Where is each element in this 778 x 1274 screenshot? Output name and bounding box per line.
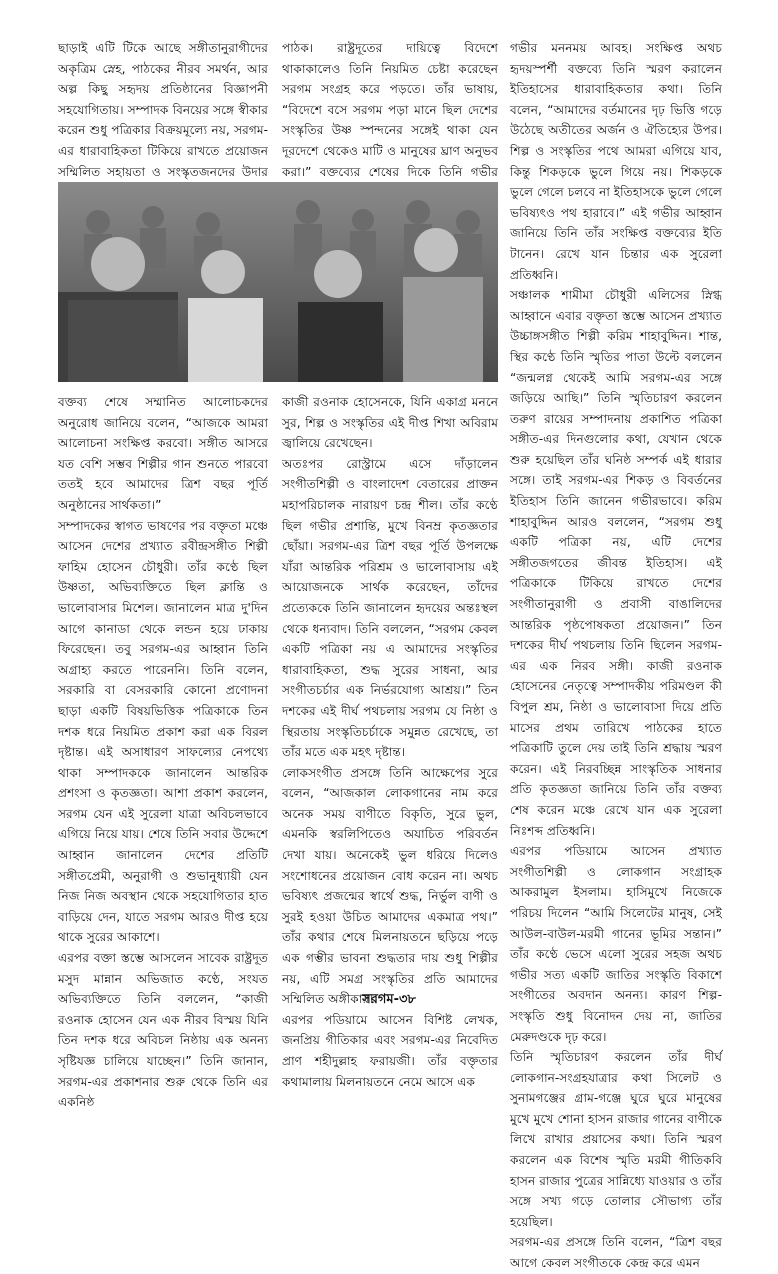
paragraph: সঞ্চালক শামীমা চৌধুরী এলিসের স্নিগ্ধ আহ্বানে এবার বক্তৃতা স্তম্ভে আসেন প্রখ্যাত উচ্চাঙ্গসঙ্গীত শিল্পী করিম শাহাবুদ্দিন। শান্ত, স্থির কণ্ঠে তিনি স্মৃতির পাতা উল্টে বললেন “জন্মলগ্ন থেকেই আমি সরগম-এর সঙ্গে জড়িয়ে আছি।” তিনি স্মৃতিচারণ করলেন তরুণ রায়ের সম্পাদনায় প্রকাশিত পত্রিকা সঙ্গীত-এর দিনগুলোর কথা, যেখান থেকে শুরু হয়েছিল তাঁর ঘনিষ্ঠ সম্পর্ক এই ধারার সঙ্গে। তাই সরগম-এর শিকড় ও বিবর্তনের ইতিহাস তিনি জানেন গভীরভাবে। করিম শাহাবুদ্দিন আরও বললেন, “সরগম শুধু একটি পত্রিকা নয়, এটি দেশের সঙ্গীতজগতের জীবন্ত ইতিহাস। এই পত্রিকাকে টিকিয়ে রাখতে দেশের সংগীতানুরাগী ও প্রবাসী বাঙালিদের আন্তরিক পৃষ্ঠপোষকতা প্রয়োজন।” তিন দশকের দীর্ঘ পথচলায় তিনি ছিলেন সরগম-এর এক নিরব সঙ্গী। কাজী রওনাক হোসেনের নেতৃত্বে সম্পাদকীয় পরিমণ্ডল কী বিপুল শ্রম, নিষ্ঠা ও ভালোবাসা দিয়ে প্রতি মাসের প্রথম তারিখে পাঠকের হাতে পত্রিকাটি তুলে দেয় তাই তিনি শ্রদ্ধায় স্মরণ করেন। এই নিরবচ্ছিন্ন সাংস্কৃতিক সাধনার প্রতি কৃতজ্ঞতা জানিয়ে তিনি তাঁর বক্তব্য শেষ করেন মঞ্চে রেখে যান এক সুরেলা নিঃশব্দ প্রতিধ্বনি। bbox=[510, 288, 722, 838]
paragraph: সরগম-এর প্রসঙ্গে তিনি বলেন, “ত্রিশ বছর আগে কেবল সংগীতকে কেন্দ্র করে এমন bbox=[510, 1235, 722, 1271]
column-3 bbox=[510, 38, 722, 1274]
paragraph: এরপর পডিয়ামে আসেন বিশিষ্ট লেখক, জনপ্রিয় গীতিকার এবং সরগম-এর নিবেদিত প্রাণ শহীদুল্লাহ ফরায়জী। তাঁর বক্তৃতার কথামালায় মিলনায়তনে নেমে আসে এক bbox=[282, 1012, 498, 1089]
paragraph: কাজী রওনাক হোসেনকে, যিনি একাগ্র মননে সুর, শিল্প ও সংস্কৃতির এই দীপ্ত শিখা অবিরাম জ্বালিয়ে রেখেছেন। bbox=[282, 395, 498, 451]
column-2-bottom bbox=[282, 392, 498, 1092]
paragraph: এরপর বক্তা স্তম্ভে আসলেন সাবেক রাষ্ট্রদূত মসুদ মান্নান অভিজাত কণ্ঠে, সংযত অভিব্যক্তিতে তিনি বললেন, “কাজী রওনাক হোসেন যেন এক নীরব বিস্ময় যিনি তিন দশক ধরে অবিচল নিষ্ঠায় এক অনন্য সৃষ্টিযজ্ঞ চালিয়ে যাচ্ছেন।” তিনি জানান, সরগম-এর প্রকাশনার শুরু থেকে তিনি এর একনিষ্ঠ bbox=[58, 951, 268, 1110]
column-1-top bbox=[58, 38, 268, 203]
paragraph: অতঃপর রোস্ট্রামে এসে দাঁড়ালেন সংগীতশিল্পী ও বাংলাদেশ বেতারের প্রাক্তন মহাপরিচালক নারায়ণ চন্দ্র শীল। তাঁর কণ্ঠে ছিল গভীর প্রশান্তি, মুখে বিনম্র কৃতজ্ঞতার ছোঁয়া। সরগম-এর ত্রিশ বছর পূর্তি উপলক্ষে যাঁরা আন্তরিক পরিশ্রম ও ভালোবাসায় এই আয়োজনকে সার্থক করেছেন, তাঁদের প্রত্যেককে তিনি জানালেন হৃদয়ের অন্তঃস্থল থেকে ধন্যবাদ। তিনি বললেন, “সরগম কেবল একটি পত্রিকা নয় এ আমাদের সংস্কৃতির ধারাবাহিকতা, শুদ্ধ সুরের সাধনা, আর সংগীতচর্চার এক নির্ভরযোগ্য আশ্রয়।” তিন দশকের এই দীর্ঘ পথচলায় সরগম যে নিষ্ঠা ও স্থিরতায় সংস্কৃতিচর্চাকে সমুন্নত রেখেছে, তা তাঁর মতে এক মহৎ দৃষ্টান্ত। bbox=[282, 456, 498, 760]
paragraph: এরপর পডিয়ামে আসেন প্রখ্যাত সংগীতশিল্পী ও লোকগান সংগ্রাহক আকরামুল ইসলাম। হাসিমুখে নিজেকে পরিচয় দিলেন “আমি সিলেটের মানুষ, সেই আউল-বাউল-মরমী গানের ভূমির সন্তান।” তাঁর কণ্ঠে ভেসে এলো সুরের সহজ অথচ গভীর সত্য একটি জাতির সংস্কৃতি বিকাশে সংগীতের অবদান অনন্য। কারণ শিল্প-সংস্কৃতি শুধু বিনোদন দেয় না, জাতির মেরুদণ্ডকে দৃঢ় করে। bbox=[510, 844, 722, 1044]
event-photo bbox=[58, 182, 498, 382]
paragraph: গভীর মননময় আবহ। সংক্ষিপ্ত অথচ হৃদয়স্পর্শী বক্তব্যে তিনি স্মরণ করালেন ইতিহাসের ধারাবাহিকতার কথা। তিনি বলেন, “আমাদের বর্তমানের দৃঢ় ভিত্তি গড়ে উঠেছে অতীতের অর্জন ও ঐতিহ্যের উপর। শিল্প ও সংস্কৃতির পথে আমরা এগিয়ে যাব, কিন্তু শিকড়কে ভুলে গিয়ে নয়। শিকড়কে ভুলে গেলে চলবে না ইতিহাসকে ভুলে গেলে ভবিষ্যৎও পথ হারাবে।” এই গভীর আহ্বান জানিয়ে তিনি তাঁর সংক্ষিপ্ত বক্তব্যের ইতি টানেন। রেখে যান চিন্তার এক সুরেলা প্রতিধ্বনি। bbox=[510, 41, 722, 282]
paragraph: সম্পাদকের স্বাগত ভাষণের পর বক্তৃতা মঞ্চে আসেন দেশের প্রখ্যাত রবীন্দ্রসঙ্গীত শিল্পী ফাহিম হোসেন চৌধুরী। তাঁর কণ্ঠে ছিল উষ্ণতা, অভিব্যক্তিতে ছিল ক্লান্তি ও ভালোবাসার মিশেল। জানালেন মাত্র দু'দিন আগে কানাডা থেকে লন্ডন হয়ে ঢাকায় ফিরেছেন। তবু সরগম-এর আহ্বান তিনি অগ্রাহ্য করতে পারেননি। তিনি বলেন, সরকারি বা বেসরকারি কোনো প্রণোদনা ছাড়া একটি বিষয়ভিত্তিক পত্রিকাকে তিন দশক ধরে নিয়মিত প্রকাশ করা এক বিরল দৃষ্টান্ত। এই অসাধারণ সাফল্যের নেপথ্যে থাকা সম্পাদককে জানালেন আন্তরিক প্রশংসা ও কৃতজ্ঞতা। আশা প্রকাশ করলেন, সরগম যেন এই সুরেলা যাত্রা অবিচলভাবে এগিয়ে নিয়ে যায়। শেষে তিনি সবার উদ্দেশে আহ্বান জানালেন দেশের প্রতিটি সঙ্গীতপ্রেমী, অনুরাগী ও শুভানুধ্যায়ী যেন নিজ নিজ অবস্থান থেকে সহযোগিতার হাত বাড়িয়ে দেন, যাতে সরগম আরও দীপ্ত হয়ে থাকে সুরের আকাশে। bbox=[58, 518, 268, 945]
paragraph: বক্তব্য শেষে সম্মানিত আলোচকদের অনুরোধ জানিয়ে বলেন, “আজকে আমরা আলোচনা সংক্ষিপ্ত করবো। সঙ্গীত আসরে যত বেশি সম্ভব শিল্পীর গান শুনতে পারবো ততই হবে আমাদের ত্রিশ বছর পূর্তি অনুষ্ঠানের সার্থকতা।” bbox=[58, 395, 268, 512]
paragraph: লোকসংগীত প্রসঙ্গে তিনি আক্ষেপের সুরে বলেন, “আজকাল লোকগানের নাম করে অনেক সময় বাণীতে বিকৃতি, সুরে ভুল, এমনকি স্বরলিপিতেও অযাচিত পরিবর্তন দেখা যায়। অনেকেই ভুল ধরিয়ে দিলেও সংশোধনের প্রয়োজন বোধ করেন না। অথচ ভবিষ্যৎ প্রজন্মের স্বার্থে শুদ্ধ, নির্ভুল বাণী ও সুরই হওয়া উচিত আমাদের একমাত্র পথ।” তাঁর কথার শেষে মিলনায়তনে ছড়িয়ে পড়ে এক গম্ভীর ভাবনা শুদ্ধতার দায় শুধু শিল্পীর নয়, এটি সমগ্র সংস্কৃতির প্রতি আমাদের সম্মিলিত অঙ্গীকার। bbox=[282, 765, 498, 1007]
paragraph: পাঠক। রাষ্ট্রদূতের দায়িত্বে বিদেশে থাকাকালেও তিনি নিয়মিত চেষ্টা করেছেন সরগম সংগ্রহ করে পড়তে। তাঁর ভাষায়, “বিদেশে বসে সরগম পড়া মানে ছিল দেশের সংস্কৃতির উষ্ণ স্পন্দনের সঙ্গেই থাকা যেন দূরদেশে থেকেও মাটি ও মানুষের ঘ্রাণ অনুভব করা।” বক্তব্যের শেষের দিকে তিনি গভীর bbox=[282, 41, 498, 179]
paragraph: তিনি স্মৃতিচারণ করলেন তাঁর দীর্ঘ লোকগান-সংগ্রহযাত্রার কথা সিলেট ও সুনামগঞ্জের গ্রাম-গঞ্জে ঘুরে ঘুরে মানুষের মুখে মুখে শোনা হাসন রাজার গানের বাণীকে লিখে রাখার প্রয়াসের কথা। তিনি স্মরণ করলেন এক বিশেষ স্মৃতি মরমী গীতিকবি হাসন রাজার পুত্রের সান্নিধ্যে যাওয়ার ও তাঁর সঙ্গে সখ্য গড়ে তোলার সৌভাগ্য তাঁর হয়েছিল। bbox=[510, 1050, 722, 1229]
column-2-top bbox=[282, 38, 498, 203]
page-number: সরগম-৩৮ bbox=[362, 992, 416, 1007]
paragraph: ছাড়াই এটি টিকে আছে সঙ্গীতানুরাগীদের অকৃত্রিম স্নেহ, পাঠকের নীরব সমর্থন, আর অল্প কিছু সহৃদয় প্রতিষ্ঠানের বিজ্ঞাপনী সহযোগিতায়। সম্পাদক বিনয়ের সঙ্গে স্বীকার করেন শুধু পত্রিকার বিক্রয়মূল্যে নয়, সরগম-এর ধারাবাহিকতা টিকিয়ে রাখতে প্রয়োজন সম্মিলিত সহায়তা ও সংস্কৃতজনদের উদার bbox=[58, 41, 268, 179]
